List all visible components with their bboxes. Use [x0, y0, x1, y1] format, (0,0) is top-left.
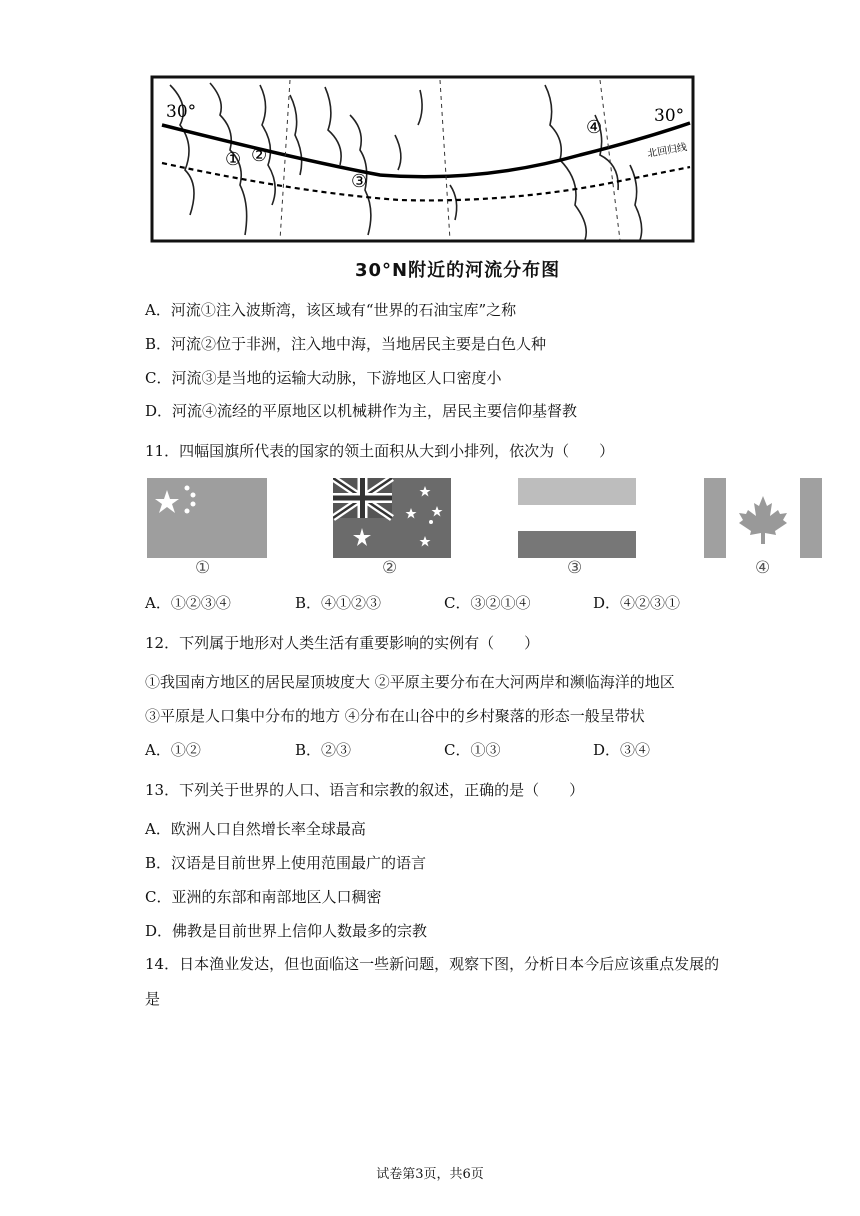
river-marker-2: ② [251, 145, 268, 166]
q13-option-a: A．欧洲人口自然增长率全球最高 [145, 820, 366, 838]
flag-label-4: ④ [755, 558, 771, 578]
river-map [150, 75, 695, 243]
label-30-left: 30° [166, 102, 197, 122]
flag-australia-image [333, 478, 451, 558]
page-footer: 试卷第3页，共6页 [376, 1167, 484, 1182]
q13-option-c: C．亚洲的东部和南部地区人口稠密 [145, 888, 382, 906]
q11-choice-c: C．③②①④ [444, 594, 531, 612]
flag-label-2: ② [382, 558, 398, 578]
q10-option-d: D．河流④流经的平原地区以机械耕作为主，居民主要信仰基督教 [145, 402, 578, 420]
river-marker-3: ③ [351, 171, 368, 192]
tropic-label: 北回归线 [646, 142, 688, 160]
q12-choice-c: C．①③ [444, 741, 501, 759]
q11-choice-b: B．④①②③ [295, 594, 382, 612]
q12-items-line-1: ①我国南方地区的居民屋顶坡度大 ②平原主要分布在大河两岸和濒临海洋的地区 [145, 673, 675, 691]
q12-choice-a: A．①② [145, 741, 201, 759]
q13-stem: 13．下列关于世界的人口、语言和宗教的叙述，正确的是（ ） [145, 781, 585, 799]
q13-option-d: D．佛教是目前世界上信仰人数最多的宗教 [145, 922, 428, 940]
flag-label-3: ③ [567, 558, 583, 578]
river-marker-4: ④ [586, 117, 603, 138]
q12-choice-d: D．③④ [593, 741, 651, 759]
river-marker-1: ① [225, 149, 242, 170]
flag-canada-image [704, 478, 822, 558]
q11-choice-a: A．①②③④ [145, 594, 231, 612]
q13-option-b: B．汉语是目前世界上使用范围最广的语言 [145, 854, 427, 872]
flag-china-image [147, 478, 267, 558]
q10-option-a: A．河流①注入波斯湾，该区域有“世界的石油宝库”之称 [145, 301, 517, 319]
map-caption: 30°N附近的河流分布图 [355, 260, 561, 281]
q10-option-b: B．河流②位于非洲，注入地中海，当地居民主要是白色人种 [145, 335, 547, 353]
q12-items-line-2: ③平原是人口集中分布的地方 ④分布在山谷中的乡村聚落的形态一般呈带状 [145, 707, 645, 725]
q11-choice-d: D．④②③① [593, 594, 681, 612]
river-map-figure [150, 75, 695, 243]
label-30-right: 30° [654, 106, 685, 126]
q14-stem-line-2: 是 [145, 990, 161, 1008]
q11-stem: 11．四幅国旗所代表的国家的领土面积从大到小排列，依次为（ ） [145, 442, 615, 460]
q12-choice-b: B．②③ [295, 741, 352, 759]
flag-label-1: ① [195, 558, 211, 578]
q14-stem-line-1: 14．日本渔业发达，但也面临这一些新问题，观察下图，分析日本今后应该重点发展的 [145, 955, 720, 973]
q10-option-c: C．河流③是当地的运输大动脉，下游地区人口密度小 [145, 369, 502, 387]
q12-stem: 12．下列属于地形对人类生活有重要影响的实例有（ ） [145, 634, 540, 652]
flag-russia-image [518, 478, 636, 558]
